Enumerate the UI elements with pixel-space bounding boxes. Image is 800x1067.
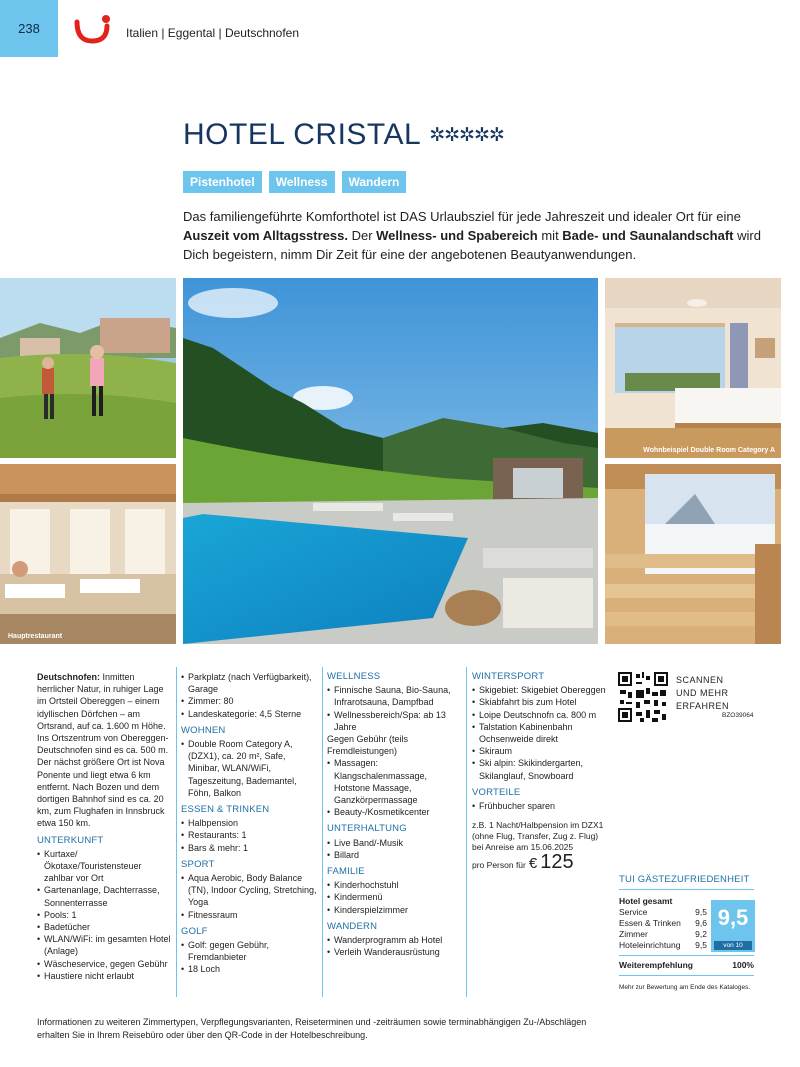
rating-table: [619, 896, 707, 951]
photo-sauna: [605, 464, 781, 644]
rating-row: Service 9,5: [619, 907, 707, 917]
list-unterkunft: [37, 848, 171, 982]
list-item: • Kurtaxe/Ökotaxe/Touristensteuer zahlbar vor Ort: [37, 848, 171, 885]
list-item: • Loipe Deutschnofn ca. 800 m: [472, 709, 610, 721]
tag-pistenhotel: Pistenhotel: [183, 171, 262, 193]
list-item: • Kindermenü: [327, 891, 462, 903]
list-wellness-paid: [327, 757, 462, 818]
restaurant-caption: Hauptrestaurant: [8, 633, 63, 640]
list-unterhaltung: [327, 837, 462, 861]
list-item: • Verleih Wanderausrüstung: [327, 946, 462, 958]
list-item: • Golf: gegen Gebühr, Fremdanbieter: [181, 939, 319, 963]
column-divider-3: [466, 667, 467, 997]
page-number: 238: [0, 0, 58, 57]
heading-wintersport: WINTERSPORT: [472, 671, 545, 682]
list-item: • Aqua Aerobic, Body Balance (TN), Indoor Cycling, Stretching, Yoga: [181, 872, 319, 909]
rating-row: Zimmer 9,2: [619, 929, 707, 939]
list-familie: [327, 879, 462, 916]
heading-unterhaltung: UNTERHALTUNG: [327, 823, 407, 835]
list-item: • Kinderspielzimmer: [327, 904, 462, 916]
rating-recommendation: Weiterempfehlung 100%: [619, 960, 754, 970]
list-golf: [181, 939, 319, 976]
list-item: • Bars & mehr: 1: [181, 842, 319, 854]
list-item: • Double Room Category A, (DZX1), ca. 20 m², Safe, Minibar, WLAN/WiFi, Tageszeitung, Bademantel, Föhn, Balkon: [181, 738, 319, 799]
price-value: 125: [540, 851, 574, 874]
list-item: • Zimmer: 80: [181, 695, 319, 707]
list-item: • Fitnessraum: [181, 909, 319, 921]
photo-room: [605, 278, 781, 458]
list-sport: [181, 872, 319, 921]
heading-familie: FAMILIE: [327, 866, 365, 878]
photo-restaurant: [0, 464, 176, 644]
list-item: • Badetücher: [37, 921, 171, 933]
column-facilities: [181, 671, 319, 976]
heading-wandern: WANDERN: [327, 920, 378, 932]
list-general: [181, 671, 319, 720]
list-item: • 18 Loch: [181, 963, 319, 975]
rating-overall-label: Hotel gesamt: [619, 896, 673, 906]
price: [472, 851, 610, 874]
room-caption: Wohnbeispiel Double Room Category A: [643, 447, 775, 454]
photo-hikers: [0, 278, 176, 458]
hotel-rating-stars: ✲✲✲✲✲: [429, 124, 504, 146]
intro-text: Das familiengeführte Komforthotel ist DAS Urlaubsziel für jede Jahreszeit und idealer Ort für eine Auszeit vom Alltagsstress. Der Wellness- und Spabereich mit Bade- und Saunalandschaft wird Dich begeistern, nimm Dir Zeit für eine der angebotenen Beautyanwendungen.: [183, 209, 761, 262]
rating-score-scale: von 10: [714, 941, 752, 950]
list-item: • WLAN/WiFi: im gesamten Hotel (Anlage): [37, 933, 171, 957]
rating-heading: TUI GÄSTEZUFRIEDENHEIT: [619, 874, 750, 885]
rating-score-badge: [711, 900, 755, 952]
tui-logo: [74, 14, 114, 44]
footer-note: Informationen zu weiteren Zimmertypen, Verpflegungsvarianten, Reiseterminen und -zeiträumen sowie terminabhängigen Zu-/Abschlägen erhalten Sie in Ihrem Reisebüro oder über den QR-Code in der Hotelbeschreibung.: [37, 1017, 587, 1040]
rating-row: Hoteleinrichtung 9,5: [619, 940, 707, 950]
list-item: • Haustiere nicht erlaubt: [37, 970, 171, 982]
list-essen-trinken: [181, 817, 319, 854]
list-item: • Massagen: Klangschalenmassage, Hotstone Massage, Ganzkörpermassage: [327, 757, 462, 806]
list-item: • Frühbucher sparen: [472, 800, 610, 812]
column-location: [37, 671, 171, 982]
heading-essen-trinken: ESSEN & TRINKEN: [181, 804, 270, 816]
heading-golf: GOLF: [181, 925, 208, 937]
qr-scan-text: SCANNEN UND MEHR ERFAHREN: [676, 675, 730, 711]
list-wintersport: [472, 684, 610, 782]
list-item: • Restaurants: 1: [181, 829, 319, 841]
heading-wohnen: WOHNEN: [181, 724, 226, 736]
list-item: • Talstation Kabinenbahn Ochsenweide direkt: [472, 721, 610, 745]
heading-sport: SPORT: [181, 858, 215, 870]
column-divider-2: [322, 667, 323, 997]
column-divider-1: [176, 667, 177, 997]
list-item: • Parkplatz (nach Verfügbarkeit), Garage: [181, 671, 319, 695]
list-item: • Wäscheservice, gegen Gebühr: [37, 958, 171, 970]
list-item: • Ski alpin: Skikindergarten, Skilanglauf, Snowboard: [472, 757, 610, 781]
rating-row: Essen & Trinken 9,6: [619, 918, 707, 928]
hotel-tags: [183, 171, 406, 193]
hotel-title: HOTEL CRISTAL: [183, 118, 422, 151]
list-item: • Skiraum: [472, 745, 610, 757]
list-item: • Skiabfahrt bis zum Hotel: [472, 696, 610, 708]
offer-text: z.B. 1 Nacht/Halbpension im DZX1 (ohne Flug, Transfer, Zug z. Flug) bei Anreise am 15.06.2025: [472, 820, 604, 853]
price-label: pro Person für: [472, 860, 526, 871]
rating-divider: [619, 975, 754, 976]
list-item: • Beauty-/Kosmetikcenter: [327, 806, 462, 818]
rating-divider: [619, 955, 754, 956]
list-wandern: [327, 934, 462, 958]
rating-score: 9,5: [717, 905, 749, 930]
list-vorteile: [472, 800, 610, 812]
heading-wellness: WELLNESS: [327, 671, 381, 682]
list-item: • Gartenanlage, Dachterrasse, Sonnenterrasse: [37, 884, 171, 908]
list-item: • Skigebiet: Skigebiet Obereggen: [472, 684, 610, 696]
list-item: • Wanderprogramm ab Hotel: [327, 934, 462, 946]
heading-vorteile: VORTEILE: [472, 786, 521, 798]
list-item: • Live Band/-Musik: [327, 837, 462, 849]
rating-note: Mehr zur Bewertung am Ende des Kataloges.: [619, 984, 751, 991]
column-wintersport: [472, 671, 610, 874]
list-wellness: [327, 684, 462, 733]
heading-unterkunft: UNTERKUNFT: [37, 834, 104, 846]
title-row: [183, 118, 504, 152]
list-item: • Pools: 1: [37, 909, 171, 921]
qr-code[interactable]: [618, 672, 668, 722]
wellness-fee-note: Gegen Gebühr (teils Fremdleistungen): [327, 734, 409, 757]
breadcrumb: Italien | Eggental | Deutschnofen: [126, 26, 300, 40]
photo-pool: [183, 278, 598, 644]
list-item: • Wellnessbereich/Spa: ab 13 Jahre: [327, 709, 462, 733]
list-item: • Finnische Sauna, Bio-Sauna, Infrarotsauna, Dampfbad: [327, 684, 462, 708]
column-wellness: [327, 671, 462, 958]
rating-divider: [619, 889, 754, 890]
location-text: Deutschnofen: Inmitten herrlicher Natur, in ruhiger Lage im Ortsteil Obereggen – einem idyllischen Dörfchen – am Ortsrand, auf ca. 1.600 m Höhe. Ins Ortszentrum von Obereggen-Deutschnofen sind es ca. 500 m. Der nächst größere Ort ist Nova Ponente und liegt etwa 6 km entfernt. Nach Bozen und dem dortigen Bahnhof sind es ca. 20 km, zum Flughafen in Innsbruck etwa 150 km.: [37, 672, 169, 829]
list-item: • Halbpension: [181, 817, 319, 829]
tag-wellness: Wellness: [269, 171, 335, 193]
list-wohnen: [181, 738, 319, 799]
hotel-code: BZO39064: [722, 712, 754, 719]
tag-wandern: Wandern: [342, 171, 407, 193]
list-item: • Kinderhochstuhl: [327, 879, 462, 891]
price-currency: €: [528, 855, 538, 873]
list-item: • Landeskategorie: 4,5 Sterne: [181, 708, 319, 720]
list-item: • Billard: [327, 849, 462, 861]
